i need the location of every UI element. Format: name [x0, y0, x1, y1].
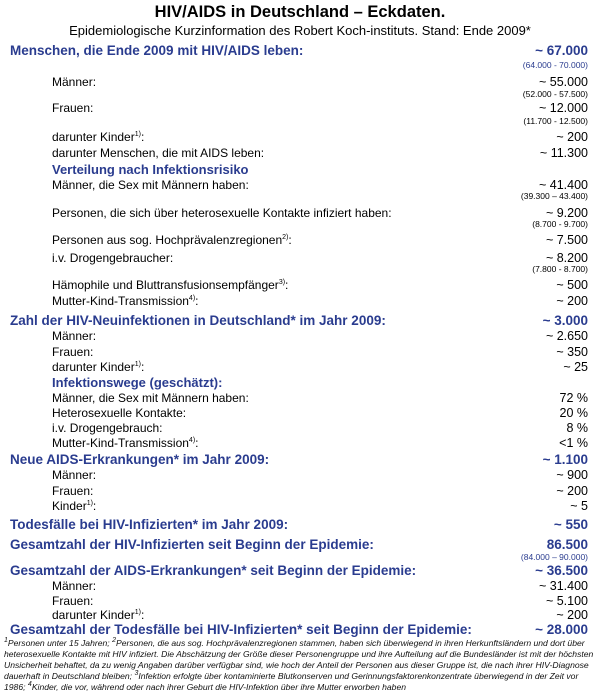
- footnote-text: Personen unter 15 Jahren;: [7, 638, 113, 648]
- footnote-text: Kinder, die vor, während oder nach ihrer Geburt die HIV-Infektion über ihre Mutter erworben haben: [31, 682, 407, 692]
- value-living-with-hiv: ~ 67.000: [535, 43, 588, 58]
- value-women: ~ 200: [556, 484, 588, 498]
- value-hetero: ~ 9.200: [545, 206, 588, 220]
- heading-deaths-2009: Todesfälle bei HIV-Infizierten* im Jahr 2009:: [10, 517, 289, 532]
- value-women: ~ 350: [556, 345, 588, 359]
- value-mother-child: ~ 200: [556, 294, 588, 308]
- heading-total-hiv: Gesamtzahl der HIV-Infizierten seit Beginn der Epidemie:: [10, 537, 374, 552]
- label-msm: Männer, die Sex mit Männern haben:: [52, 178, 249, 192]
- value-children: ~ 200: [556, 608, 588, 622]
- label-women: Frauen:: [52, 101, 94, 115]
- value-deaths-2009: ~ 550: [553, 517, 588, 532]
- label-high-prevalence: Personen aus sog. Hochprävalenzregionen$^{2)}$:: [52, 233, 292, 247]
- value-iv-drug-use: 8 %: [566, 421, 588, 435]
- label-men: Männer:: [52, 468, 97, 482]
- heading-living-with-hiv: Menschen, die Ende 2009 mit HIV/AIDS leben:: [10, 43, 304, 58]
- value-children: ~ 5: [570, 499, 588, 513]
- label-hetero: Heterosexuelle Kontakte:: [52, 406, 187, 420]
- value-haemophiliacs: ~ 500: [556, 278, 588, 292]
- value-hetero: 20 %: [559, 406, 588, 420]
- label-living-with-aids: darunter Menschen, die mit AIDS leben:: [52, 146, 265, 160]
- value-total-hiv: 86.500: [546, 537, 588, 552]
- label-men: Männer:: [52, 75, 97, 89]
- value-mother-child: <1 %: [559, 436, 588, 450]
- page-subtitle: Epidemiologische Kurzinformation des Robert Koch-instituts. Stand: Ende 2009*: [69, 23, 531, 38]
- label-haemophiliacs: Hämophile und Bluttransfusionsempfänger$^{3)}$:: [52, 278, 289, 292]
- footnote-text: Personen, die aus sog. Hochprävalenzregionen stammen, haben sich überwiegend in ihren Herkunftsländern und dort über heterosexuelle Kontakte mit HIV infiziert. Die Abschätzung der Größe dieser Personengruppe und ihre Aufteilung auf die Bundesländer ist mit der höchsten Unsicherheit behaftet, da zu wenig Angaben darüber verfügbar sind, wie hoch der Anteil der Personen aus dieser Gruppe ist, die nach ihrer HIV-Diagnose dauerhaft in Deutschland bleiben;: [4, 638, 594, 681]
- footnote-marker: 4: [27, 681, 32, 689]
- range-men: (52.000 - 57.500): [522, 89, 588, 99]
- label-women: Frauen:: [52, 484, 94, 498]
- label-men: Männer:: [52, 579, 97, 593]
- range-living-with-hiv: (64.000 - 70.000): [522, 60, 588, 70]
- label-women: Frauen:: [52, 345, 94, 359]
- range-iv-drug-users: (7.800 - 8.700): [532, 264, 588, 274]
- value-women: ~ 5.100: [545, 594, 588, 608]
- label-children: Kinder$^{1)}$:: [52, 499, 97, 513]
- value-total-deaths: ~ 28.000: [535, 622, 588, 637]
- value-msm: ~ 41.400: [538, 178, 588, 192]
- value-children: ~ 25: [563, 360, 588, 374]
- subheading-risk-distribution: Verteilung nach Infektionsrisiko: [52, 162, 249, 177]
- label-hetero: Personen, die sich über heterosexuelle Kontakte infiziert haben:: [52, 206, 392, 220]
- heading-new-infections: Zahl der HIV-Neuinfektionen in Deutschland* im Jahr 2009:: [10, 313, 386, 328]
- value-living-with-aids: ~ 11.300: [539, 146, 588, 160]
- label-children: darunter Kinder$^{1)}$:: [52, 608, 145, 622]
- label-msm: Männer, die Sex mit Männern haben:: [52, 391, 249, 405]
- subheading-infection-routes: Infektionswege (geschätzt):: [52, 375, 223, 390]
- value-total-aids: ~ 36.500: [535, 563, 588, 578]
- label-mother-child: Mutter-Kind-Transmission$^{4)}$:: [52, 436, 199, 450]
- value-women: ~ 12.000: [538, 101, 588, 115]
- label-men: Männer:: [52, 329, 97, 343]
- value-msm: 72 %: [559, 391, 588, 405]
- page-title: HIV/AIDS in Deutschland – Eckdaten.: [154, 3, 446, 21]
- value-high-prevalence: ~ 7.500: [545, 233, 588, 247]
- footnote-marker: 2: [112, 637, 116, 645]
- value-men: ~ 900: [556, 468, 588, 482]
- value-men: ~ 31.400: [538, 579, 588, 593]
- value-children: ~ 200: [556, 130, 588, 144]
- value-new-infections: ~ 3.000: [542, 313, 588, 328]
- heading-total-deaths: Gesamtzahl der Todesfälle bei HIV-Infizierten* seit Beginn der Epidemie:: [10, 622, 472, 637]
- range-msm: (39.300 – 43.400): [520, 191, 588, 201]
- range-women: (11.700 - 12.500): [523, 116, 588, 126]
- range-total-hiv: (84.000 – 90.000): [520, 552, 588, 562]
- range-hetero: (8.700 - 9.700): [532, 219, 588, 229]
- value-men: ~ 55.000: [538, 75, 588, 89]
- footnote-marker: 1: [4, 637, 8, 645]
- footnote-text: Infektion erfolgte über kontaminierte Blutkonserven und Gerinnungsfaktorenkonzentrate überwiegend in der Zeit vor 1986;: [4, 671, 579, 692]
- label-mother-child: Mutter-Kind-Transmission$^{4)}$:: [52, 294, 199, 308]
- value-new-aids-cases: ~ 1.100: [542, 452, 588, 467]
- value-men: ~ 2.650: [545, 329, 588, 343]
- heading-total-aids: Gesamtzahl der AIDS-Erkrankungen* seit Beginn der Epidemie:: [10, 563, 417, 578]
- label-women: Frauen:: [52, 594, 94, 608]
- heading-new-aids-cases: Neue AIDS-Erkrankungen* im Jahr 2009:: [10, 452, 270, 467]
- value-iv-drug-users: ~ 8.200: [545, 251, 588, 265]
- footnote-marker: 3: [134, 670, 139, 678]
- footnotes: [4, 638, 596, 693]
- label-children: darunter Kinder$^{1)}$:: [52, 130, 145, 144]
- label-children: darunter Kinder$^{1)}$:: [52, 360, 145, 374]
- label-iv-drug-use: i.v. Drogengebrauch:: [52, 421, 163, 435]
- label-iv-drug-users: i.v. Drogengebraucher:: [52, 251, 174, 265]
